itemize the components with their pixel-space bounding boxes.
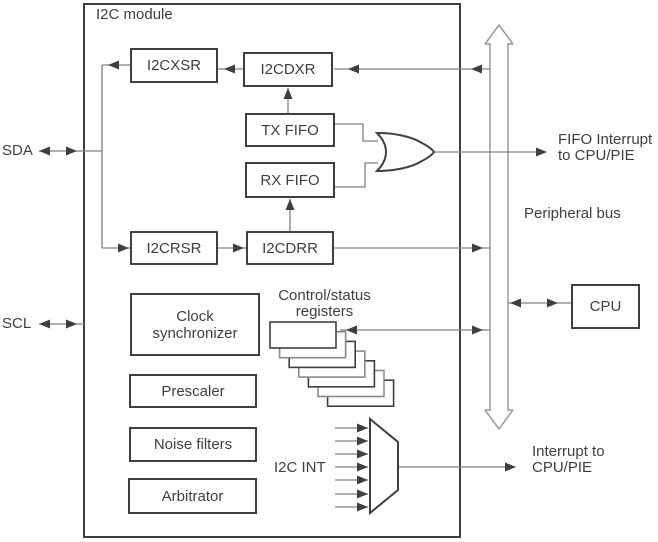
i2cxsr-out-arrowhead: [108, 61, 119, 70]
bus-out-i2cdxr-arrowhead: [471, 65, 482, 74]
cpu-left-arrowhead: [510, 299, 521, 308]
block-arbitrator: Arbitrator: [128, 478, 257, 514]
scl-right-arrowhead: [66, 320, 77, 329]
registers-in-arrowhead: [346, 326, 357, 335]
fifo-interrupt-arrowhead: [536, 148, 547, 157]
block-i2crsr: I2CRSR: [130, 231, 218, 265]
i2cdxr-in-arrowhead: [348, 65, 359, 74]
mux-input-arrowhead: [357, 476, 368, 485]
pin-label-scl: SCL: [2, 315, 32, 332]
i2c-int-label: I2C INT: [274, 459, 326, 476]
i2cdrr-in-arrowhead: [233, 244, 244, 253]
mux-input-arrowhead: [357, 463, 368, 472]
sda-left-arrowhead: [39, 147, 50, 156]
block-tx-fifo: TX FIFO: [245, 113, 335, 147]
module-title: I2C module: [96, 6, 173, 23]
block-noise-filters: Noise filters: [129, 427, 257, 462]
rxfifo-up-arrowhead: [286, 199, 295, 210]
control-status-registers-label: Control/status registers: [278, 287, 371, 320]
i2cxsr-in-arrowhead: [224, 65, 235, 74]
scl-left-arrowhead: [39, 320, 50, 329]
block-cpu: CPU: [571, 284, 640, 329]
i2cdxr-up-arrowhead: [284, 88, 293, 99]
interrupt-label: Interrupt to CPU/PIE: [532, 443, 605, 476]
registers-to-bus-arrowhead: [472, 326, 483, 335]
mux-input-arrowhead: [357, 490, 368, 499]
i2crsr-in-arrowhead: [118, 244, 129, 253]
cpu-right-arrowhead: [547, 299, 558, 308]
peripheral-bus-label: Peripheral bus: [524, 205, 621, 222]
i2cdrr-to-bus-arrowhead: [472, 244, 483, 253]
mux-input-arrowhead: [357, 437, 368, 446]
bus-up-arrowhead: [485, 25, 513, 44]
peripheral-bus-arrow: [485, 25, 513, 429]
sda-right-arrowhead: [66, 147, 77, 156]
mux-input-arrowheads: [357, 424, 368, 512]
or-gate-icon: [377, 133, 434, 171]
mux-input-arrowhead: [357, 503, 368, 512]
block-prescaler: Prescaler: [129, 374, 257, 408]
mux-icon: [370, 419, 398, 513]
register-stack: [270, 322, 394, 406]
i2cint-out-arrowhead: [505, 463, 516, 472]
rxfifo-to-orgate-wire: [335, 163, 378, 187]
block-i2cdrr: I2CDRR: [246, 231, 334, 265]
block-rx-fifo: RX FIFO: [245, 162, 335, 198]
clock-synchronizer-label: Clock synchronizer: [152, 307, 238, 342]
block-i2cdxr: I2CDXR: [243, 52, 333, 87]
fifo-interrupt-label: FIFO Interrupt to CPU/PIE: [558, 131, 653, 164]
mux-input-arrowhead: [357, 424, 368, 433]
bus-down-arrowhead: [485, 410, 513, 429]
block-i2cxsr: I2CXSR: [130, 48, 218, 83]
mux-input-arrowhead: [357, 450, 368, 459]
block-clock-synchronizer: [130, 293, 260, 356]
register-card: [270, 322, 336, 348]
pin-label-sda: SDA: [2, 142, 33, 159]
txfifo-to-orgate-wire: [335, 124, 378, 141]
